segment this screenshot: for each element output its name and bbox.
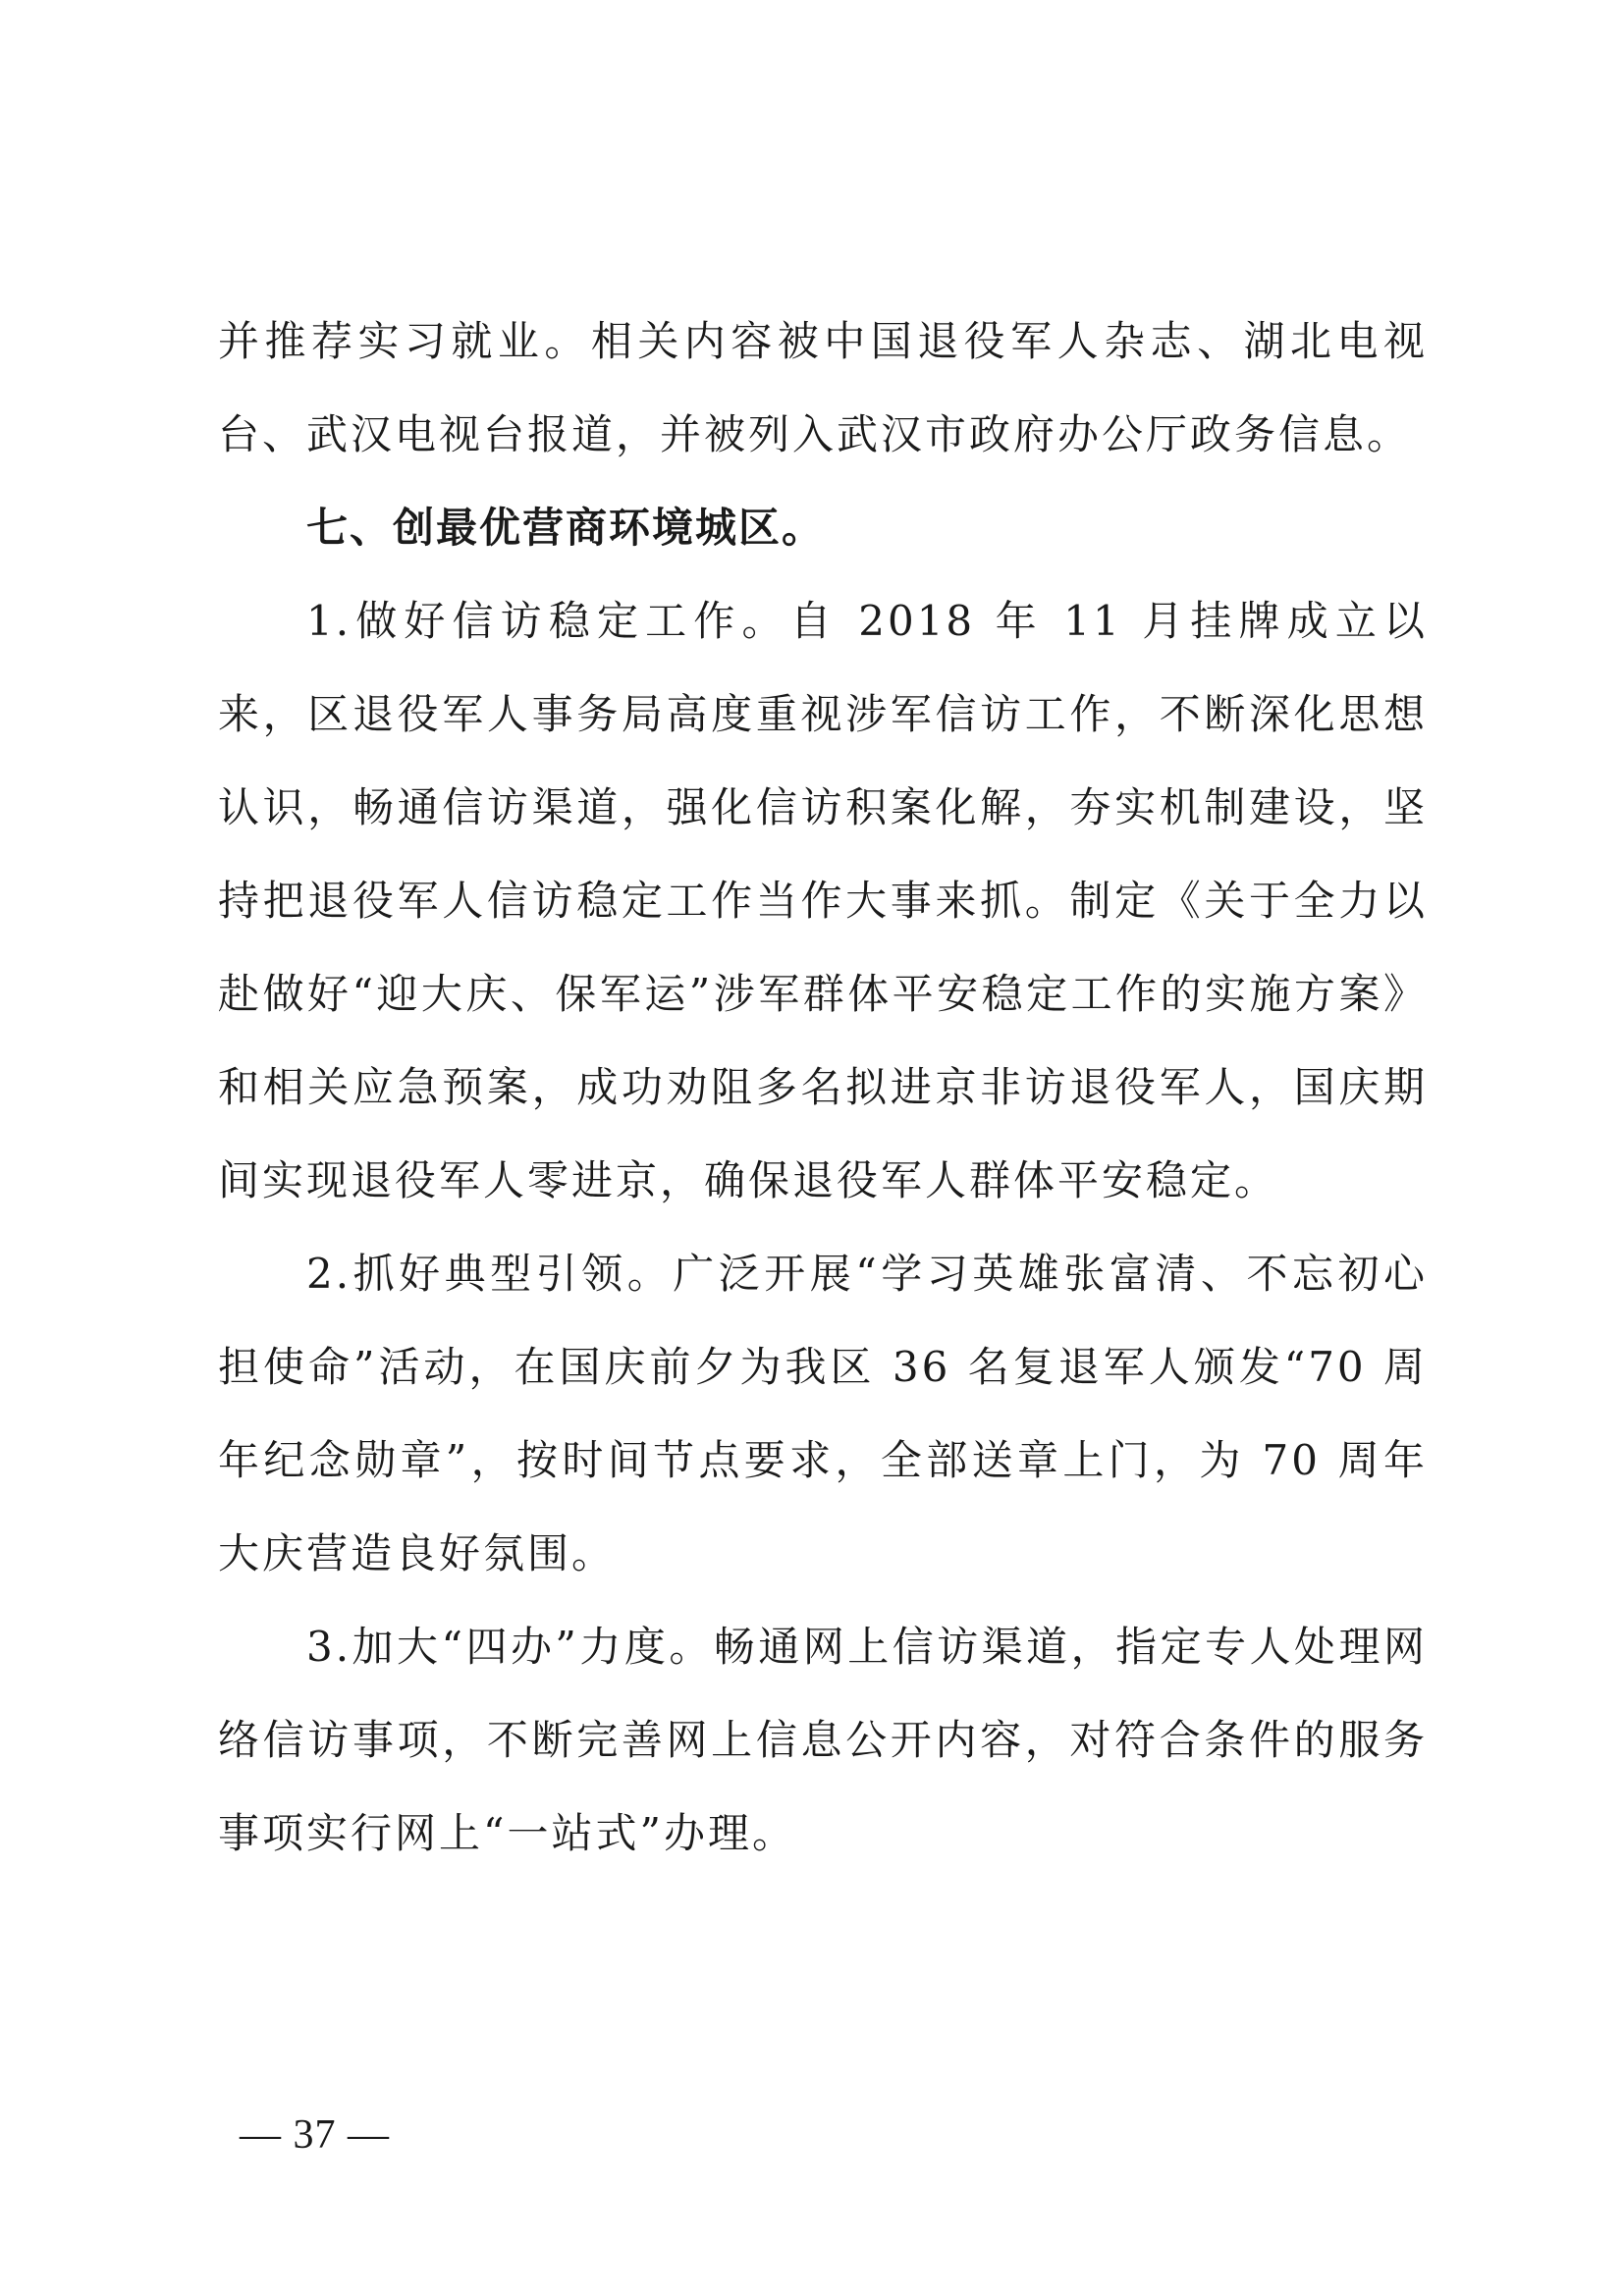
- section-heading: 七、创最优营商环境城区。: [306, 504, 826, 552]
- page-number: — 37 —: [240, 2112, 390, 2158]
- paragraph-role-models: 2.抓好典型引领。广泛开展“学习英雄张富清、不忘初心担使命”活动，在国庆前夕为我区 36 名复退军人颁发“70 周年纪念勋章”，按时间节点要求，全部送章上门，为 70 周年大庆营造良好氛围。: [218, 1250, 1428, 1577]
- document-body: [218, 294, 1428, 1880]
- paragraph-four-services: 3.加大“四办”力度。畅通网上信访渠道，指定专人处理网络信访事项，不断完善网上信息公开内容，对符合条件的服务事项实行网上“一站式”办理。: [218, 1623, 1428, 1857]
- paragraph-petition-stability: 1.做好信访稳定工作。自 2018 年 11 月挂牌成立以来，区退役军人事务局高度重视涉军信访工作，不断深化思想认识，畅通信访渠道，强化信访积案化解，夯实机制建设，坚持把退役军人信访稳定工作当作大事来抓。制定《关于全力以赴做好“迎大庆、保军运”涉军群体平安稳定工作的实施方案》和相关应急预案，成功劝阻多名拟进京非访退役军人，国庆期间实现退役军人零进京，确保退役军人群体平安稳定。: [218, 597, 1428, 1204]
- continuation-paragraph: 并推荐实习就业。相关内容被中国退役军人杂志、湖北电视台、武汉电视台报道，并被列入武汉市政府办公厅政务信息。: [218, 317, 1428, 458]
